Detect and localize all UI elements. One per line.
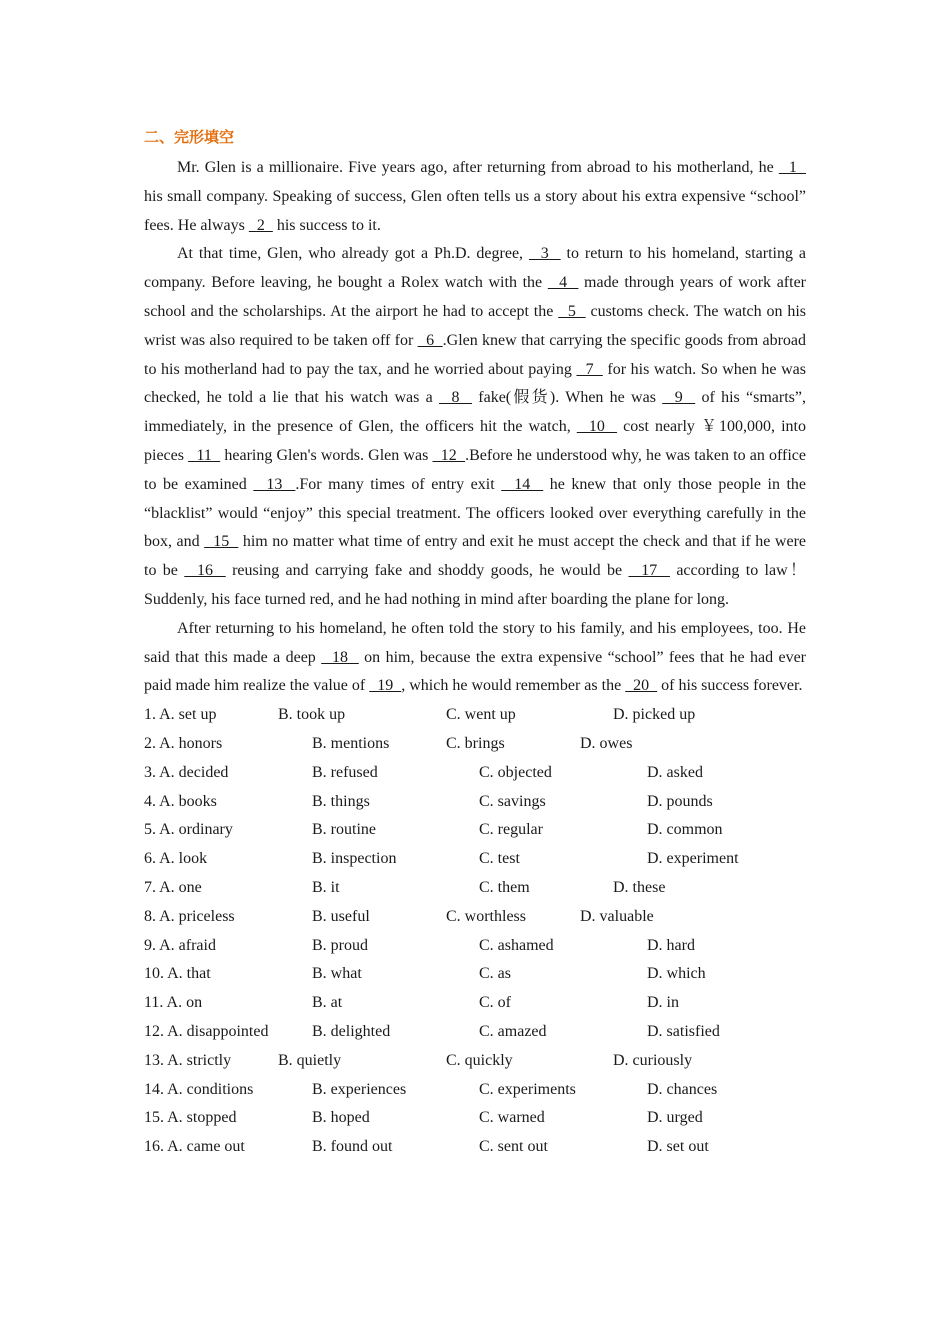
passage-text: hearing Glen's words. Glen was [220, 446, 433, 464]
option-a: 5. A. ordinary [144, 821, 233, 839]
option-d: D. owes [580, 734, 633, 752]
blank-number: 6 [417, 331, 443, 349]
option-d: D. asked [647, 763, 703, 781]
option-c: C. them [479, 878, 530, 896]
question-row [144, 1047, 806, 1076]
passage-text: fake(假货). When he was [472, 389, 663, 407]
question-row [144, 932, 806, 961]
blank-number: 9 [662, 389, 696, 407]
blank-number: 3 [528, 245, 561, 263]
option-d: D. chances [647, 1080, 718, 1098]
option-b: B. delighted [312, 1022, 391, 1040]
blank-number: 18 [321, 648, 359, 666]
passage-text: for his watch. So when he was checked, he told a lie that his watch was a [144, 360, 807, 407]
option-a: 15. A. stopped [144, 1109, 237, 1127]
option-c: C. amazed [479, 1022, 547, 1040]
blank-number: 7 [576, 360, 603, 378]
question-row [144, 759, 806, 788]
option-d: D. pounds [647, 792, 713, 810]
section-title: 二、完形填空 [144, 128, 235, 146]
option-b: B. inspection [312, 850, 397, 868]
question-row [144, 1133, 806, 1162]
blank-number: 19 [369, 677, 402, 695]
blank-number: 12 [432, 446, 466, 464]
question-row [144, 845, 806, 874]
document-page [144, 120, 806, 1162]
blank-number: 15 [204, 533, 239, 551]
question-row [144, 730, 806, 759]
passage-text: .Glen knew that carrying the specific goods from abroad to his motherland had to pay the tax, and he worried about paying [144, 331, 806, 378]
option-a: 10. A. that [144, 965, 211, 983]
option-d: D. hard [647, 936, 695, 954]
question-row [144, 989, 806, 1018]
option-a: 14. A. conditions [144, 1080, 254, 1098]
question-row [144, 903, 806, 932]
question-row [144, 816, 806, 845]
option-a: 7. A. one [144, 878, 202, 896]
passage-text: on him, because the extra expensive “school” fees that he had ever paid made him realize the value of [144, 648, 806, 695]
passage-text: his small company. Speaking of success, Glen often tells us a story about his extra expensive “school” fees. He always [144, 187, 806, 234]
passage-paragraph [144, 154, 806, 240]
option-c: C. test [479, 850, 520, 868]
blank-number: 4 [547, 274, 579, 292]
option-b: B. mentions [312, 734, 390, 752]
option-a: 11. A. on [144, 994, 203, 1012]
option-d: D. curiously [613, 1051, 693, 1069]
blank-number: 20 [625, 677, 658, 695]
passage-paragraph [144, 240, 806, 614]
question-row [144, 960, 806, 989]
option-b: B. useful [312, 907, 370, 925]
option-a: 13. A. strictly [144, 1051, 232, 1069]
passage-paragraph [144, 615, 806, 701]
option-d: D. urged [647, 1109, 703, 1127]
question-row [144, 701, 806, 730]
question-row [144, 1104, 806, 1133]
passage-text: customs check. The watch on his wrist was also required to be taken off for [144, 302, 806, 349]
passage-text: his success to it. [272, 216, 381, 234]
option-a: 4. A. books [144, 792, 217, 810]
option-c: C. sent out [479, 1138, 548, 1156]
blank-number: 13 [253, 475, 296, 493]
option-d: D. which [647, 965, 706, 983]
passage-text: Mr. Glen is a millionaire. Five years ago, after returning from abroad to his motherland, he [177, 159, 779, 176]
passage-text: After returning to his homeland, he often told the story to his family, and his employees, too. He said that this made a deep [144, 619, 806, 666]
passage-text: At that time, Glen, who already got a Ph.D. degree, [177, 245, 529, 263]
blank-number: 11 [188, 446, 221, 464]
option-c: C. ashamed [479, 936, 554, 954]
option-b: B. proud [312, 936, 368, 954]
option-a: 12. A. disappointed [144, 1022, 269, 1040]
blank-number: 8 [438, 389, 473, 407]
option-a: 16. A. came out [144, 1138, 245, 1156]
option-d: D. set out [647, 1138, 709, 1156]
option-c: C. experiments [479, 1080, 576, 1098]
option-b: B. found out [312, 1138, 393, 1156]
option-c: C. warned [479, 1109, 545, 1127]
option-b: B. what [312, 965, 362, 983]
option-b: B. refused [312, 763, 378, 781]
question-row [144, 1018, 806, 1047]
option-a: 2. A. honors [144, 734, 223, 752]
option-c: C. brings [446, 734, 505, 752]
option-c: C. went up [446, 706, 516, 724]
blank-number: 14 [501, 475, 544, 493]
option-d: D. experiment [647, 850, 739, 868]
passage-text: , which he would remember as the [401, 677, 626, 695]
question-row [144, 1076, 806, 1105]
passage-text: cost nearly ￥100,000, into pieces [144, 418, 807, 464]
option-d: D. these [613, 878, 666, 896]
passage-text: .For many times of entry exit [295, 475, 502, 493]
option-a: 8. A. priceless [144, 907, 235, 925]
passage-text: reusing and carrying fake and shoddy goods, he would be [225, 562, 629, 580]
blank-number: 10 [576, 418, 618, 436]
passage-text: of his “smarts”, immediately, in the presence of Glen, the officers hit the watch, [144, 389, 807, 436]
passage-text: according to law！ Suddenly, his face turned red, and he had nothing in mind after boarding the plane for long. [144, 562, 807, 608]
option-a: 3. A. decided [144, 763, 229, 781]
option-b: B. it [312, 878, 340, 896]
option-c: C. objected [479, 763, 552, 781]
option-c: C. of [479, 994, 511, 1012]
passage-text: of his success forever. [657, 677, 803, 695]
passage-text: to return to his homeland, starting a company. Before leaving, he bought a Rolex watch with the [144, 245, 807, 292]
option-b: B. routine [312, 821, 376, 839]
option-b: B. quietly [278, 1051, 342, 1069]
option-c: C. quickly [446, 1051, 513, 1069]
option-d: D. picked up [613, 706, 696, 724]
option-d: D. common [647, 821, 723, 839]
option-c: C. regular [479, 821, 543, 839]
blank-number: 1 [778, 159, 806, 176]
option-d: D. satisfied [647, 1022, 720, 1040]
blank-number: 16 [184, 562, 226, 580]
blank-number: 5 [558, 302, 586, 320]
option-a: 9. A. afraid [144, 936, 216, 954]
passage-text: he knew that only those people in the “blacklist” would “enjoy” this special treatment. The officers looked over everything carefully in the box, and [144, 475, 807, 551]
option-c: C. savings [479, 792, 546, 810]
passage-text: him no matter what time of entry and exit he must accept the check and that if he were to be [144, 533, 807, 580]
question-row [144, 788, 806, 817]
option-b: B. hoped [312, 1109, 370, 1127]
options-list [144, 701, 806, 1162]
option-b: B. experiences [312, 1080, 407, 1098]
option-d: D. valuable [580, 907, 654, 925]
option-a: 1. A. set up [144, 706, 217, 724]
blank-number: 17 [628, 562, 670, 580]
option-c: C. worthless [446, 907, 526, 925]
option-c: C. as [479, 965, 511, 983]
passage-text: made through years of work after school and the scholarships. At the airport he had to accept the [144, 274, 807, 320]
question-row [144, 874, 806, 903]
blank-number: 2 [248, 216, 273, 234]
option-a: 6. A. look [144, 850, 208, 868]
option-d: D. in [647, 994, 679, 1012]
option-b: B. took up [278, 706, 346, 724]
cloze-passage [144, 154, 806, 701]
option-b: B. things [312, 792, 370, 810]
passage-text: .Before he understood why, he was taken to an office to be examined [144, 446, 807, 493]
option-b: B. at [312, 994, 343, 1012]
